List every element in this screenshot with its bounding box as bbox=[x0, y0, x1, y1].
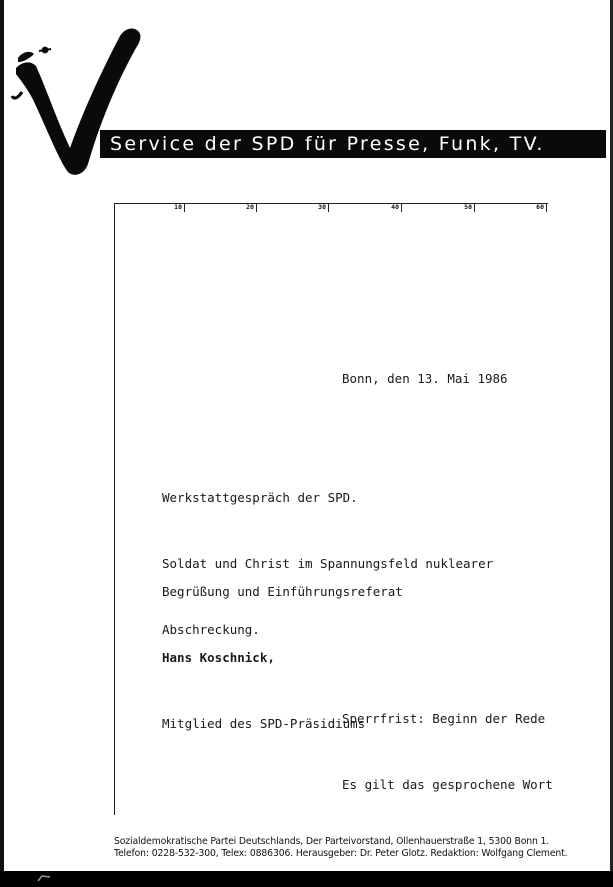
ruler-tick-30 bbox=[328, 203, 329, 212]
topic-line: Soldat und Christ im Spannungsfeld nuklearer bbox=[162, 556, 494, 571]
footer-address-line: Sozialdemokratische Partei Deutschlands, Der Parteivorstand, Ollenhauerstraße 1, 5300 Bonn 1. bbox=[114, 836, 550, 847]
ruler-label: 30 bbox=[318, 203, 326, 211]
publisher-footer bbox=[114, 836, 604, 860]
ruler-label: 10 bbox=[174, 203, 182, 211]
ruler-label: 40 bbox=[391, 203, 399, 211]
scan-edge-bottom bbox=[0, 871, 613, 887]
v-checkmark-logo-icon bbox=[8, 22, 148, 182]
embargo-line: Es gilt das gesprochene Wort bbox=[342, 777, 553, 792]
embargo-line: Sperrfrist: Beginn der Rede bbox=[342, 711, 546, 726]
ruler-label: 50 bbox=[464, 203, 472, 211]
left-margin-line bbox=[114, 203, 115, 815]
ruler-label: 60 bbox=[536, 203, 544, 211]
ruler-tick-10 bbox=[184, 203, 185, 212]
embargo-block bbox=[342, 664, 553, 840]
typewriter-ruler bbox=[114, 203, 548, 215]
scan-mark-icon bbox=[36, 874, 56, 883]
ruler-tick-50 bbox=[474, 203, 475, 212]
speaker-name: Hans Koschnick, bbox=[162, 650, 275, 665]
topic-line: Abschreckung. bbox=[162, 622, 260, 637]
speaker-role: Mitglied des SPD-Präsidiums bbox=[162, 716, 366, 731]
ruler-label: 20 bbox=[246, 203, 254, 211]
speech-type: Begrüßung und Einführungsreferat bbox=[162, 584, 403, 599]
service-banner: Service der SPD für Presse, Funk, TV. bbox=[100, 130, 606, 158]
scan-edge-left bbox=[0, 0, 4, 887]
ruler-tick-20 bbox=[256, 203, 257, 212]
ruler-tick-60 bbox=[546, 203, 547, 212]
dateline: Bonn, den 13. Mai 1986 bbox=[342, 371, 508, 386]
ruler-tick-40 bbox=[401, 203, 402, 212]
footer-contact-line: Telefon: 0228-532-300, Telex: 0886306. Herausgeber: Dr. Peter Glotz. Redaktion: Wolfgang Clement. bbox=[114, 848, 568, 859]
topic-line: Werkstattgespräch der SPD. bbox=[162, 490, 358, 505]
